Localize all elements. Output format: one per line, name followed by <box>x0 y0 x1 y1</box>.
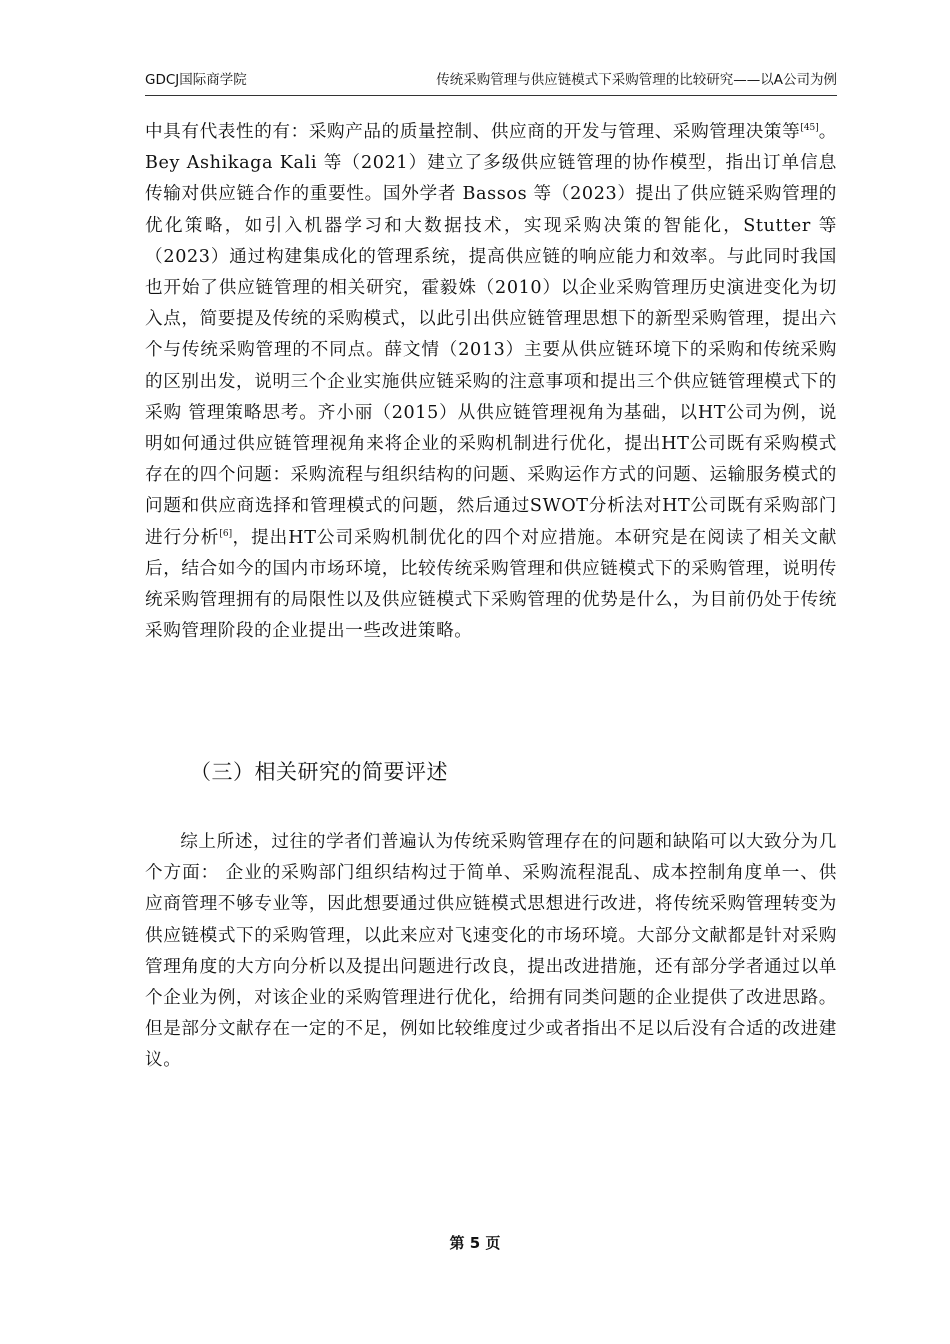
literature-review-paragraph <box>145 117 837 647</box>
section-heading: （三）相关研究的简要评述 <box>190 760 448 784</box>
header-institution: GDCJ国际商学院 <box>145 72 247 88</box>
citation-ref: [45] <box>800 123 819 134</box>
citation-ref: [6] <box>219 528 233 539</box>
paragraph-text: ，提出HT公司采购机制优化的四个对应措施。本研究是在阅读了相关文献后，结合如今的国内市场环境，比较传统采购管理和供应链模式下的采购管理，说明传统采购管理拥有的局限性以及供应链模式下采购管理的优势是什么，为目前仍处于传统采购管理阶段的企业提出一些改进策略。 <box>145 527 837 642</box>
header-divider <box>145 95 837 96</box>
page-number: 第 5 页 <box>449 1234 501 1252</box>
header-title: 传统采购管理与供应链模式下采购管理的比较研究——以A公司为例 <box>436 72 837 88</box>
summary-paragraph: 综上所述，过往的学者们普遍认为传统采购管理存在的问题和缺陷可以大致分为几个方面： 企业的采购部门组织结构过于简单、采购流程混乱、成本控制角度单一、供应商管理不够专业等，因此想要通过供应链模式思想进行改进，将传统采购管理转变为供应链模式下的采购管理，以此来应对飞速变化的市场环境。大部分文献都是针对采购管理角度的大方向分析以及提出问题进行改良，提出改进措施，还有部分学者通过以单个企业为例，对该企业的采购管理进行优化，给拥有同类问题的企业提供了改进思路。但是部分文献存在一定的不足，例如比较维度过少或者指出不足以后没有合适的改进建议。 <box>145 832 837 1071</box>
paragraph-text: 中具有代表性的有：采购产品的质量控制、供应商的开发与管理、采购管理决策等 <box>145 122 801 142</box>
page-header <box>145 62 837 92</box>
paragraph-text: 。Bey Ashikaga Kali 等（2021）建立了多级供应链管理的协作模型，指出订单信息传输对供应链合作的重要性。国外学者 Bassos 等（2023）提出了供应链采购管理的优化策略，如引入机器学习和大数据技术，实现采购决策的智能化，Stutter 等（2023）通过构建集成化的管理系统，提高供应链的响应能力和效率。与此同时我国也开始了供应链管理的相关研究，霍毅姝（2010）以企业采购管理历史演进变化为切入点，简要提及传统的采购模式，以此引出供应链管理思想下的新型采购管理，提出六个与传统采购管理的不同点。薛文情（2013）主要从供应链环境下的采购和传统采购的区别出发，说明三个企业实施供应链采购的注意事项和提出三个供应链管理模式下的采购 管理策略思考。齐小丽（2015）从供应链管理视角为基础，以HT公司为例，说明如何通过供应链管理视角来将企业的采购机制进行优化，提出HT公司既有采购模式存在的四个问题：采购流程与组织结构的问题、采购运作方式的问题、运输服务模式的问题和供应商选择和管理模式的问题，然后通过SWOT分析法对HT公司既有采购部门进行分析 <box>145 122 837 548</box>
